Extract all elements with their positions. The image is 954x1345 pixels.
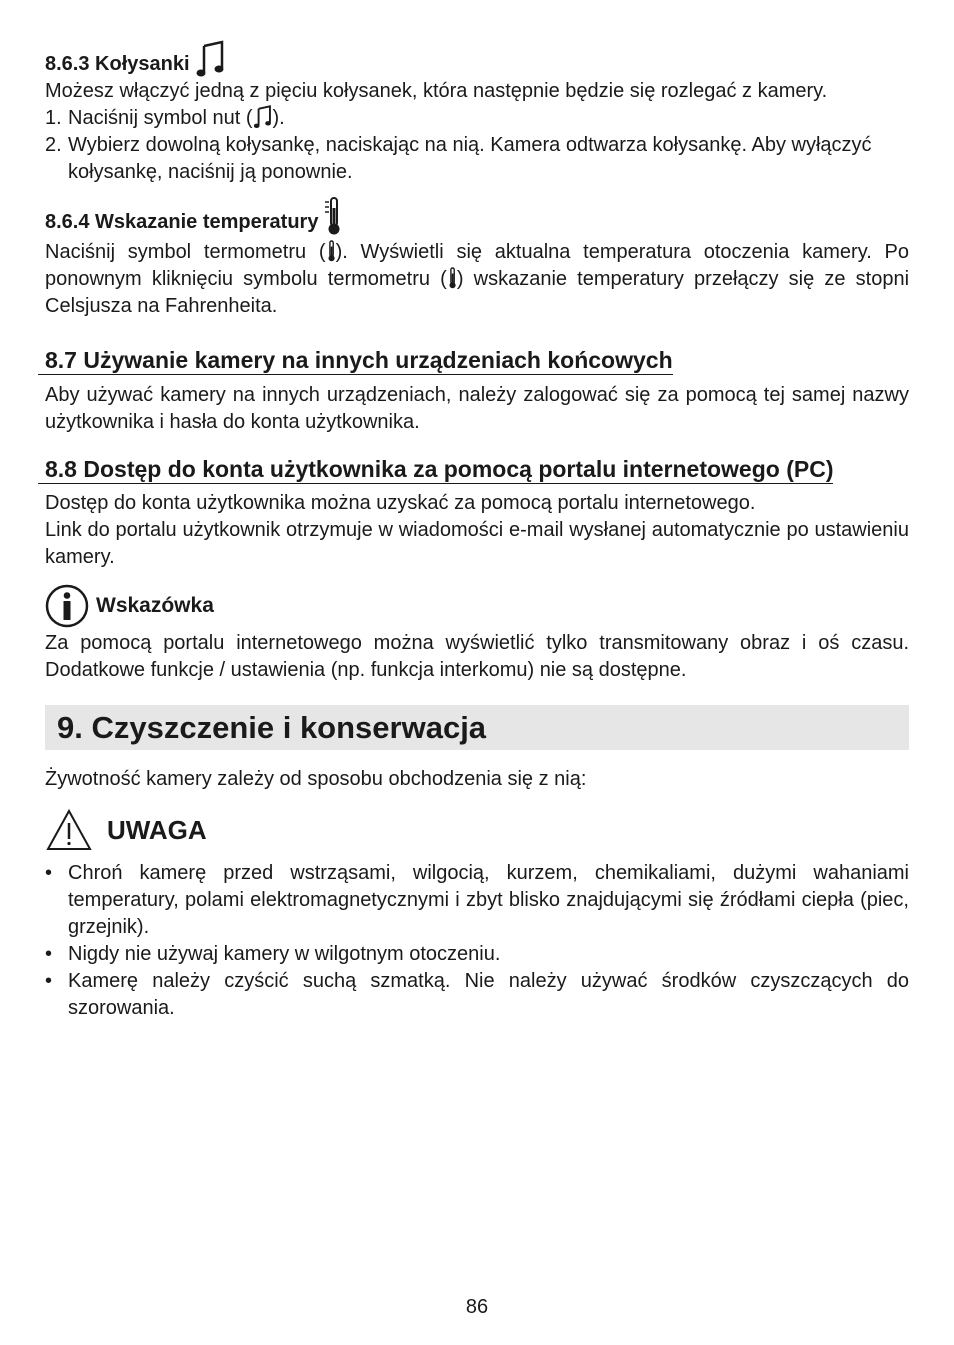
section-title: 8.6.4 Wskazanie temperatury — [45, 196, 909, 236]
music-note-icon — [253, 105, 273, 129]
warning-list — [45, 860, 909, 1022]
section-title: 8.6.3 Kołysanki — [45, 40, 909, 78]
chapter-intro: Żywotność kamery zależy od sposobu obchodzenia się z nią: — [45, 768, 587, 790]
chapter-heading: 9. Czyszczenie i konserwacja — [45, 705, 909, 750]
thermometer-icon — [447, 266, 457, 290]
list-item: • Kamerę należy czyścić suchą szmatką. Nie należy używać środków czyszczących do szorowania. — [45, 968, 909, 1022]
music-note-icon — [196, 40, 226, 78]
thermometer-icon — [324, 196, 342, 236]
section-8-6-4 — [45, 196, 909, 320]
note-block — [45, 584, 909, 684]
section-text: Naciśnij symbol termometru ( ). Wyświetli się aktualna temperatura otoczenia kamery. Po ponownym kliknięciu symbolu termometru ( ) wskazanie temperatury przełączy się ze stopni Celsjusza na Fahrenheita. — [45, 241, 910, 317]
note-heading: Wskazówka — [45, 584, 909, 628]
section-text: Aby używać kamery na innych urządzeniach, należy zalogować się za pomocą tej samej nazwy użytkownika i hasła do konta użytkownika. — [45, 384, 909, 433]
section-8-7 — [45, 346, 909, 436]
chapter-9 — [45, 705, 909, 793]
list-item: 2. Wybierz dowolną kołysankę, naciskając na nią. Kamera odtwarza kołysankę. Aby wyłączyć kołysankę, naciśnij ją ponownie. — [45, 134, 872, 183]
section-8-6-3 — [45, 40, 909, 186]
list-item: • Nigdy nie używaj kamery w wilgotnym otoczeniu. — [45, 941, 909, 968]
steps-list — [45, 105, 909, 186]
section-text: Dostęp do konta użytkownika można uzyskać za pomocą portalu internetowego. — [45, 492, 756, 514]
section-heading: 8.8 Dostęp do konta użytkownika za pomocą portalu internetowego (PC) — [38, 455, 833, 484]
section-8-8 — [45, 455, 909, 571]
section-heading: 8.7 Używanie kamery na innych urządzeniach końcowych — [38, 346, 673, 375]
section-text: Link do portalu użytkownik otrzymuje w wiadomości e-mail wysłanej automatycznie po ustawieniu kamery. — [45, 519, 909, 568]
info-icon — [45, 584, 89, 628]
page-number: 86 — [465, 1296, 489, 1318]
list-item: • Chroń kamerę przed wstrząsami, wilgocią, kurzem, chemikaliami, dużymi wahaniami temperatury, polami elektromagnetycznymi i zbyt blisko znajdującymi się źródłami ciepła (piec, grzejnik). — [45, 860, 909, 941]
warning-heading: UWAGA — [45, 808, 909, 852]
warning-triangle-icon — [45, 808, 93, 852]
section-intro: Możesz włączyć jedną z pięciu kołysanek, która następnie będzie się rozlegać z kamery. — [45, 80, 828, 102]
note-text: Za pomocą portalu internetowego można wyświetlić tylko transmitowany obraz i oś czasu. Dodatkowe funkcje / ustawienia (np. funkcja interkomu) nie są dostępne. — [45, 632, 909, 681]
thermometer-icon — [326, 239, 336, 263]
list-item: 1. Naciśnij symbol nut ( ). — [45, 107, 285, 129]
warning-block — [45, 808, 909, 1022]
